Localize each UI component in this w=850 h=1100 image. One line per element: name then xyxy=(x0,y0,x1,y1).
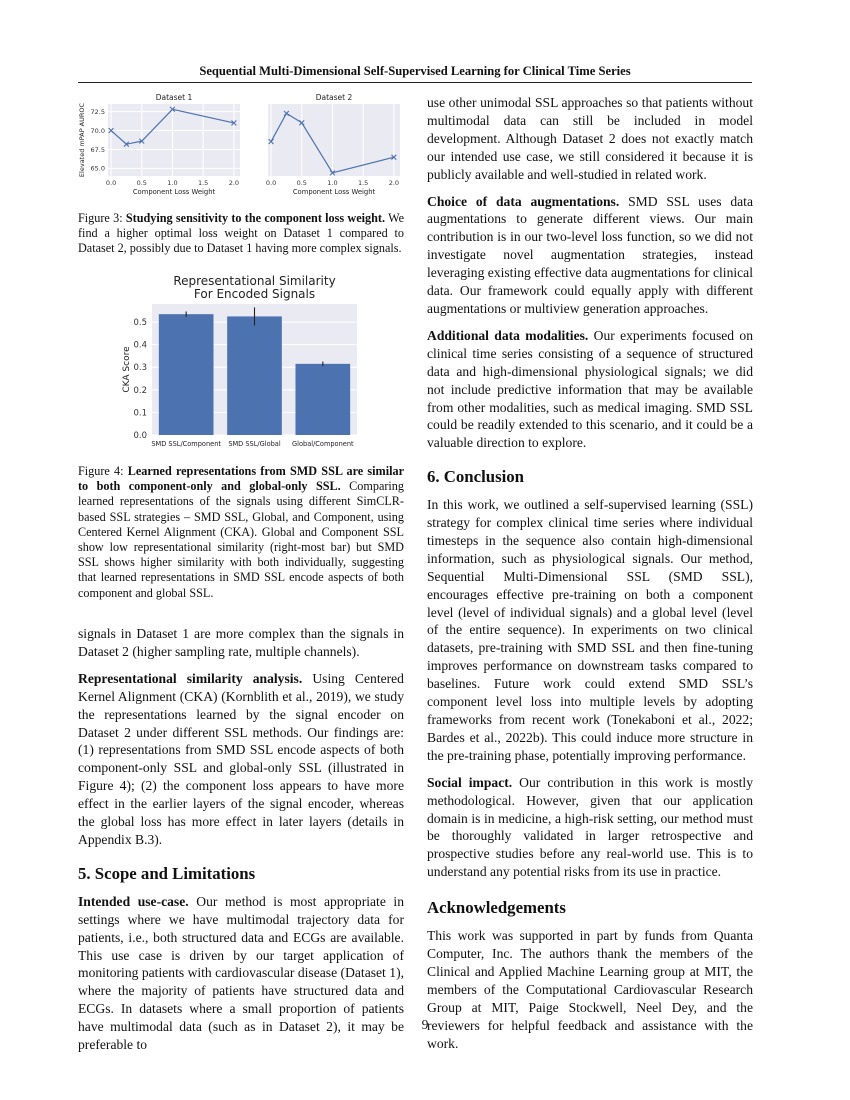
paragraph-heading: Additional data modalities. xyxy=(427,327,589,343)
section-heading: 5. Scope and Limitations xyxy=(78,863,256,883)
right-column-body xyxy=(427,94,753,1061)
paragraph-text: SMD SSL uses data augmentations to generate different views. Our main contribution is in our two-level loss function, so we did not investigate novel augmentation strategies, instead leveraging existing effective data augmentations for clinical data. Our framework could equally apply with different augmentations or multiview generation approaches. xyxy=(427,193,753,316)
plot-background xyxy=(108,104,240,176)
x-tick-label: Global/Component xyxy=(292,440,354,448)
y-tick-label: 72.5 xyxy=(90,107,105,116)
figure3-caption-bold: Studying sensitivity to the component loss weight. xyxy=(125,211,385,225)
paragraph-text: Our contribution in this work is mostly methodological. However, given that our application domain is in medicine, a high-risk setting, our method must be thoroughly validated in larger retrospective and prospective studies before any real-world use. This is to understand any potential risks from its use in practice. xyxy=(427,774,753,880)
chart-title-line: Representational Similarity xyxy=(173,274,336,288)
bar xyxy=(227,316,282,435)
bar xyxy=(296,364,351,435)
x-axis-label: Component Loss Weight xyxy=(132,188,216,196)
paragraph-text: Our method is most appropriate in settings where we have multimodal trajectory data for patients, i.e., both structured data and ECGs are available. This use case is driven by our target application of monitoring patients with cardiovascular disease (Dataset 1), where the majority of patients have structured data and ECGs. In datasets where a small proportion of patients have multimodal data (such as in Dataset 2), it may be preferable to xyxy=(78,893,404,1053)
y-tick-label: 70.0 xyxy=(90,126,105,135)
x-tick-label: 1.0 xyxy=(167,179,178,187)
x-axis-label: Component Loss Weight xyxy=(292,188,376,196)
chart-title-line: For Encoded Signals xyxy=(193,287,316,301)
paragraph: This work was supported in part by funds from Quanta Computer, Inc. The authors thank the members of the Clinical and Applied Machine Learning group at MIT, the members of the Computational Cardiovascular Research Group at MIT, Paige Stockwell, Neel Dey, and the reviewers for helpful feedback and assistance with the work. xyxy=(427,928,753,1051)
x-tick-label: SMD SSL/Component xyxy=(151,440,221,448)
x-tick-label: 0.0 xyxy=(105,179,117,187)
figure4-caption xyxy=(78,464,404,601)
paragraph: use other unimodal SSL approaches so that patients without multimodal data can still be included in model development. Although Dataset 2 does not exactly match our intended use case, we still considered it because it is publicly available and well-studied in related work. xyxy=(427,95,753,182)
paragraph-heading: Representational similarity analysis. xyxy=(78,670,303,686)
bar xyxy=(159,314,214,435)
x-tick-label: 2.0 xyxy=(228,179,240,187)
x-tick-label: 0.0 xyxy=(265,179,277,187)
figure4-caption-bold: Learned representations from SMD SSL are similar to both component-only and global-only SSL. xyxy=(78,464,404,494)
y-tick-label: 0.1 xyxy=(133,408,147,419)
x-tick-label: 0.5 xyxy=(296,179,307,187)
running-title: Sequential Multi-Dimensional Self-Supervised Learning for Clinical Time Series xyxy=(78,64,752,83)
x-tick-label: 1.5 xyxy=(357,179,369,187)
paragraph-heading: Intended use-case. xyxy=(78,893,189,909)
y-tick-label: 0.3 xyxy=(133,363,147,374)
figure3-caption-text: We find a higher optimal loss weight on Dataset 1 compared to Dataset 2, possibly due to Dataset 1 having more complex signals. xyxy=(78,211,405,256)
x-tick-label: 1.0 xyxy=(327,179,338,187)
paragraph xyxy=(427,193,753,318)
y-axis-label: CKA Score xyxy=(122,346,132,393)
y-tick-label: 65.0 xyxy=(90,164,105,173)
y-tick-label: 0.5 xyxy=(133,318,147,329)
y-tick-label: 0.2 xyxy=(133,385,147,396)
figure4-bar-chart xyxy=(108,270,368,452)
x-tick-label: 0.5 xyxy=(136,179,147,187)
figure4-caption-text: Comparing learned representations of the signals using different SimCLR-based SSL strategies – SMD SSL, Global, and Component, using Centered Kernel Alignment (CKA). Global and Component SSL show low representational similarity (right-most bar) but SMD SSL shows higher similarity with both individually, suggesting that learned representations in SMD SSL encode aspects of both component and global SSL. xyxy=(78,479,404,600)
figure3-caption xyxy=(78,211,404,257)
page-number: 9 xyxy=(421,1017,429,1032)
figure3-caption-label: Figure 3: xyxy=(78,211,123,225)
chart-title: Dataset 1 xyxy=(155,93,193,102)
section-heading: 6. Conclusion xyxy=(427,467,524,487)
figure4-caption-label: Figure 4: xyxy=(78,464,124,478)
y-tick-label: 67.5 xyxy=(90,145,105,154)
figure3-dataset1-chart xyxy=(78,92,253,202)
paragraph: signals in Dataset 1 are more complex than the signals in Dataset 2 (higher sampling rate, multiple channels). xyxy=(78,626,404,659)
y-axis-label: Elevated mPAP AUROC xyxy=(78,102,86,178)
x-tick-label: 1.5 xyxy=(197,179,209,187)
paragraph-text: Our experiments focused on clinical time series consisting of a sequence of structured data and high-dimensional physiological signals; we did not include predictive information that may be available from other modalities, such as medical imaging. SMD SSL could be readily extended to this scenario, and it could be a valuable direction to explore. xyxy=(427,327,753,451)
paragraph-heading: Choice of data augmentations. xyxy=(427,193,620,209)
left-column-body xyxy=(78,625,404,1063)
x-tick-label: 2.0 xyxy=(388,179,400,187)
paragraph xyxy=(427,774,753,881)
figure3-dataset2-chart xyxy=(260,92,410,202)
y-tick-label: 0.4 xyxy=(133,340,147,351)
paragraph-heading: Social impact. xyxy=(427,774,513,790)
y-tick-label: 0.0 xyxy=(133,431,147,441)
paragraph xyxy=(78,670,404,849)
paragraph xyxy=(427,327,753,452)
chart-title: Dataset 2 xyxy=(315,93,353,102)
paragraph: In this work, we outlined a self-supervised learning (SSL) strategy for complex clinical time series where individual timesteps in the sequence also contain high-dimensional information, such as physiological signals. Our method, Sequential Multi-Dimensional SSL (SMD SSL), encourages effective pre-training on both a component level (level of individual signals) and a global level (level of the entire sequence). In experiments on two clinical datasets, pre-training with SMD SSL and then fine-tuning improves performance on downstream tasks compared to baselines. Future work could extend SMD SSL’s component level loss into multiple levels by adopting frameworks from recent work (Tonekaboni et al., 2022; Bardes et al., 2022b). This could induce more structure in the pre-training phase, potentially improving performance. xyxy=(427,497,753,763)
section-heading: Acknowledgements xyxy=(427,898,566,918)
paragraph-text: Using Centered Kernel Alignment (CKA) (Kornblith et al., 2019), we study the representations learned by the signal encoder on Dataset 2 under different SSL methods. Our findings are: (1) representations from SMD SSL encode aspects of both component-only SSL and global-only SSL (illustrated in Figure 4); (2) the component loss appears to have more effect in the earlier layers of the signal encoder, whereas the global loss has more effect in later layers (details in Appendix B.3). xyxy=(78,670,404,847)
x-tick-label: SMD SSL/Global xyxy=(228,440,281,448)
